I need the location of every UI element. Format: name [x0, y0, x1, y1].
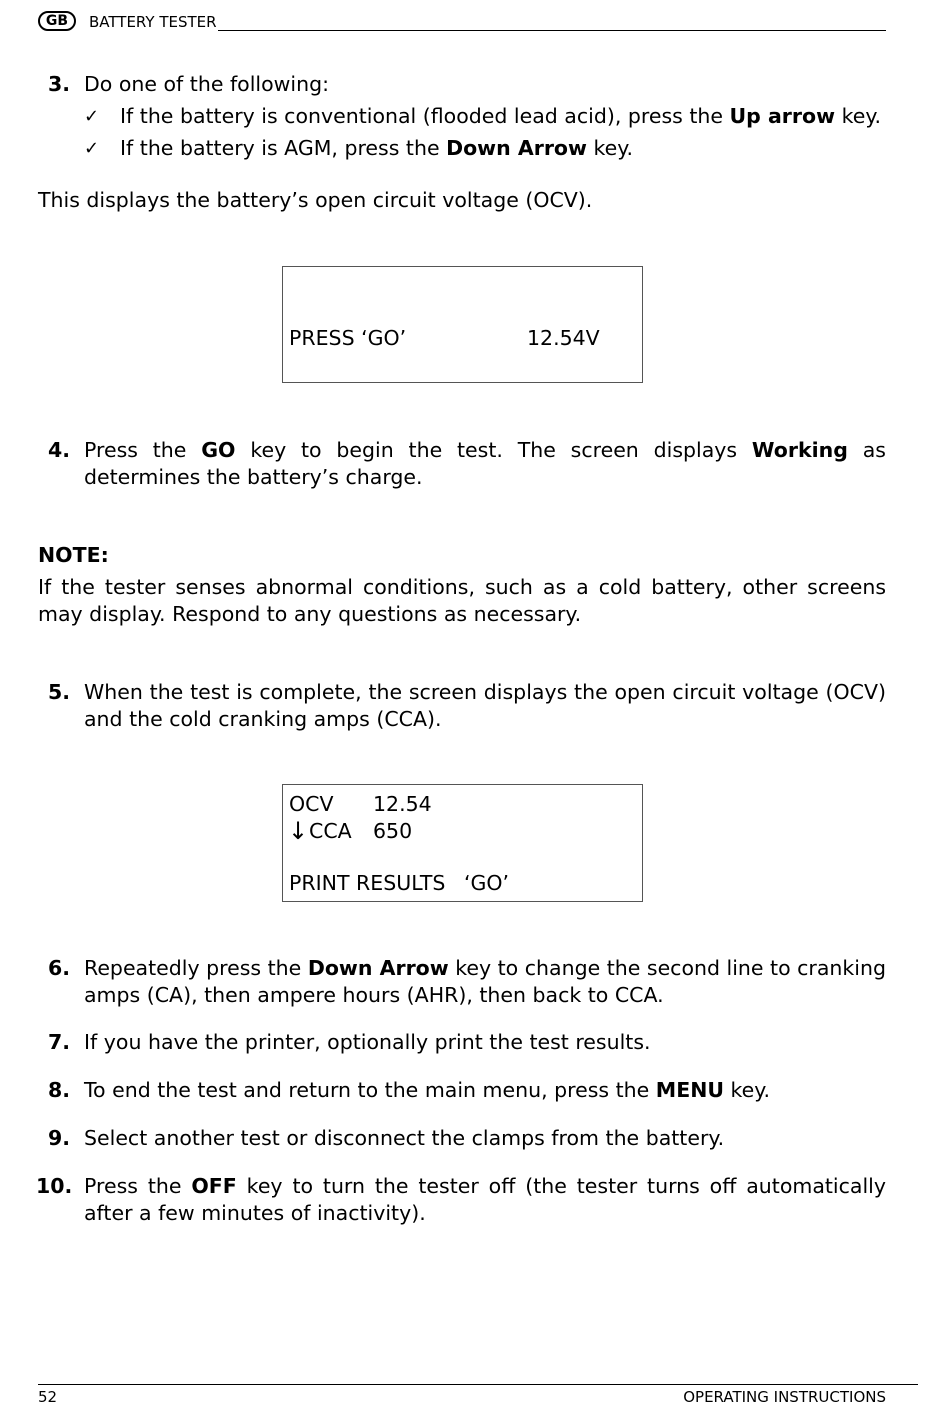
lcd-print-label: PRINT RESULTS: [289, 871, 446, 895]
lcd-cca-value: 650: [373, 819, 413, 843]
step-text: If you have the printer, optionally print the test results.: [84, 1030, 651, 1054]
note-label: NOTE:: [38, 543, 109, 567]
lcd-screen-press-go: [282, 266, 643, 383]
step-number: 10.: [36, 1174, 73, 1198]
step-text: Repeatedly press the Down Arrow key to change the second line to cranking amps (CA), then ampere hours (AHR), then back to CCA.: [84, 956, 886, 1007]
step-number: 9.: [47, 1126, 70, 1150]
step-text: To end the test and return to the main menu, press the MENU key.: [84, 1078, 771, 1102]
step-text: When the test is complete, the screen displays the open circuit voltage (OCV) and the cold cranking amps (CCA).: [84, 680, 886, 731]
header-rule: [218, 30, 886, 31]
checkmark-icon: ✓: [84, 138, 100, 159]
lcd-ocv-label: OCV: [289, 792, 334, 816]
lcd-cca-label: CCA: [309, 819, 352, 843]
lcd-prompt: PRESS ‘GO’: [289, 326, 407, 350]
step-number: 4.: [47, 438, 70, 462]
bullet-item: If the battery is conventional (flooded lead acid), press the Up arrow key.: [120, 104, 882, 128]
lcd-screen-results: [282, 784, 643, 902]
down-arrow-icon: ↓: [288, 817, 309, 845]
page-number: 52: [38, 1388, 58, 1406]
step-text: Press the OFF key to turn the tester off (the tester turns off automatically after a few minutes of inactivity).: [84, 1174, 886, 1225]
step-number: 7.: [47, 1030, 70, 1054]
note-text: If the tester senses abnormal conditions, such as a cold battery, other screens may display. Respond to any questions as necessary.: [38, 575, 886, 626]
lcd-voltage: 12.54V: [527, 326, 600, 350]
checkmark-icon: ✓: [84, 106, 100, 127]
footer-section-title: OPERATING INSTRUCTIONS: [683, 1388, 886, 1406]
country-badge: GB: [38, 11, 76, 31]
step-text: Press the GO key to begin the test. The screen displays Working as determines the battery’s charge.: [84, 438, 886, 489]
lcd-ocv-value: 12.54: [373, 792, 432, 816]
step-text: Select another test or disconnect the clamps from the battery.: [84, 1126, 725, 1150]
step-number: 8.: [47, 1078, 70, 1102]
step-number: 3.: [47, 72, 70, 96]
header-title: BATTERY TESTER: [89, 13, 217, 31]
step-text: Do one of the following:: [84, 72, 330, 96]
ocv-paragraph: This displays the battery’s open circuit voltage (OCV).: [38, 188, 593, 212]
footer-rule: [38, 1384, 918, 1385]
bullet-item: If the battery is AGM, press the Down Arrow key.: [120, 136, 633, 160]
step-number: 6.: [47, 956, 70, 980]
step-number: 5.: [47, 680, 70, 704]
lcd-print-key: ‘GO’: [464, 871, 510, 895]
